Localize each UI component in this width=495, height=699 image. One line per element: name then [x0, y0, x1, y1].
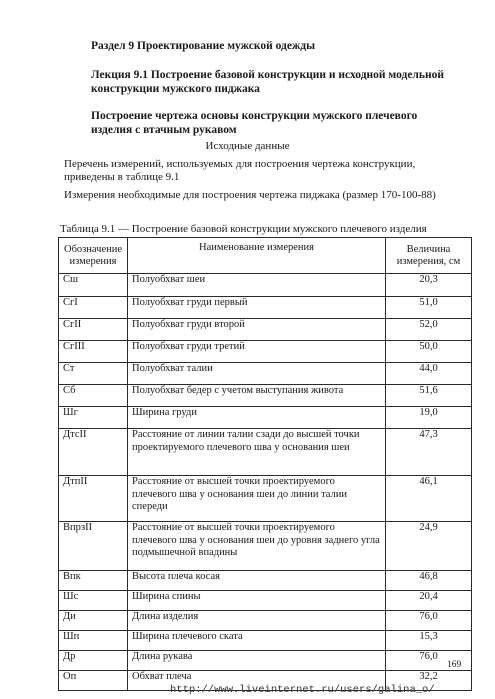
list-paragraph: Перечень измерений, используемых для построения чертежа конструкции, приведены в таблице 9.1: [64, 158, 416, 183]
row-name: Полуобхват груди первый: [128, 297, 386, 319]
table-row: [59, 429, 472, 476]
row-name: Полуобхват бедер с учетом выступания живота: [128, 385, 386, 407]
row-name: Длина рукава: [128, 651, 386, 671]
row-value: 20,4: [386, 591, 472, 611]
row-value: 51,0: [386, 297, 472, 319]
row-value: 76,0: [386, 611, 472, 631]
measurements-paragraph: Измерения необходимые для построения чертежа пиджака (размер 170-100-88): [64, 189, 436, 201]
row-name: Полуобхват груди второй: [128, 319, 386, 341]
row-value: 44,0: [386, 363, 472, 385]
row-value: 52,0: [386, 319, 472, 341]
row-code: Ст: [59, 363, 128, 385]
row-code: ДтпII: [59, 476, 128, 522]
row-name: Ширина груди: [128, 407, 386, 429]
row-value: 50,0: [386, 341, 472, 363]
row-code: Сш: [59, 274, 128, 297]
table-row: [59, 407, 472, 429]
row-code: Шг: [59, 407, 128, 429]
row-name: Ширина плечевого ската: [128, 631, 386, 651]
row-code: СгI: [59, 297, 128, 319]
page-number: 169: [447, 660, 462, 670]
table-row: [59, 319, 472, 341]
row-code: Сб: [59, 385, 128, 407]
row-value: 47,3: [386, 429, 472, 476]
row-code: СгIII: [59, 341, 128, 363]
measurements-table: [58, 237, 472, 691]
lecture-title: Лекция 9.1 Построение базовой конструкции и исходной модельной конструкции мужского пиджака: [91, 69, 444, 95]
table-row: [59, 297, 472, 319]
row-name: Полуобхват шеи: [128, 274, 386, 297]
table-caption: Таблица 9.1 — Построение базовой конструкции мужского плечевого изделия: [60, 223, 427, 235]
row-code: Шс: [59, 591, 128, 611]
row-name: Ширина спины: [128, 591, 386, 611]
row-name: Полуобхват талии: [128, 363, 386, 385]
row-value: 32,2: [386, 671, 472, 691]
watermark-url: http://www.liveinternet.ru/users/galina_o/: [170, 684, 435, 696]
row-code: СгII: [59, 319, 128, 341]
row-value: 15,3: [386, 631, 472, 651]
table-row: [59, 274, 472, 297]
row-code: Оп: [59, 671, 128, 691]
table-row: [59, 571, 472, 591]
table-row: [59, 591, 472, 611]
header-code: Обозначение измерения: [59, 238, 128, 274]
row-code: Впк: [59, 571, 128, 591]
row-code: Др: [59, 651, 128, 671]
row-code: Шп: [59, 631, 128, 651]
construction-title: Построение чертежа основы конструкции мужского плечевого изделия с втачным рукавом: [91, 110, 418, 136]
table-row: [59, 631, 472, 651]
table-header-row: [59, 238, 472, 274]
row-name: Расстояние от линии талии сзади до высшей точки проектируемого плечевого шва у основания шеи: [128, 429, 386, 476]
row-name: Обхват плеча: [128, 671, 386, 691]
row-value: 19,0: [386, 407, 472, 429]
row-name: Расстояние от высшей точки проектируемого плечевого шва у основания шеи до линии талии спереди: [128, 476, 386, 522]
row-value: 46,1: [386, 476, 472, 522]
row-value: 20,3: [386, 274, 472, 297]
row-value: 76,0: [386, 651, 472, 671]
header-value: Величина измерения, см: [386, 238, 472, 274]
row-name: Полуобхват груди третий: [128, 341, 386, 363]
row-value: 51,6: [386, 385, 472, 407]
row-code: ВпрзII: [59, 522, 128, 571]
row-name: Длина изделия: [128, 611, 386, 631]
section-title: Раздел 9 Проектирование мужской одежды: [91, 40, 316, 52]
table-row: [59, 476, 472, 522]
table-row: [59, 651, 472, 671]
header-name: Наименование измерения: [128, 238, 386, 274]
row-code: Ди: [59, 611, 128, 631]
table-row: [59, 385, 472, 407]
row-name: Расстояние от высшей точки проектируемого плечевого шва у основания шеи до уровня заднего угла подмышечной впадины: [128, 522, 386, 571]
table-row: [59, 341, 472, 363]
table-row: [59, 522, 472, 571]
initial-data-heading: Исходные данные: [205, 140, 290, 152]
row-name: Высота плеча косая: [128, 571, 386, 591]
row-value: 46,8: [386, 571, 472, 591]
table-row: [59, 363, 472, 385]
row-code: ДтсII: [59, 429, 128, 476]
row-value: 24,9: [386, 522, 472, 571]
table-row: [59, 611, 472, 631]
